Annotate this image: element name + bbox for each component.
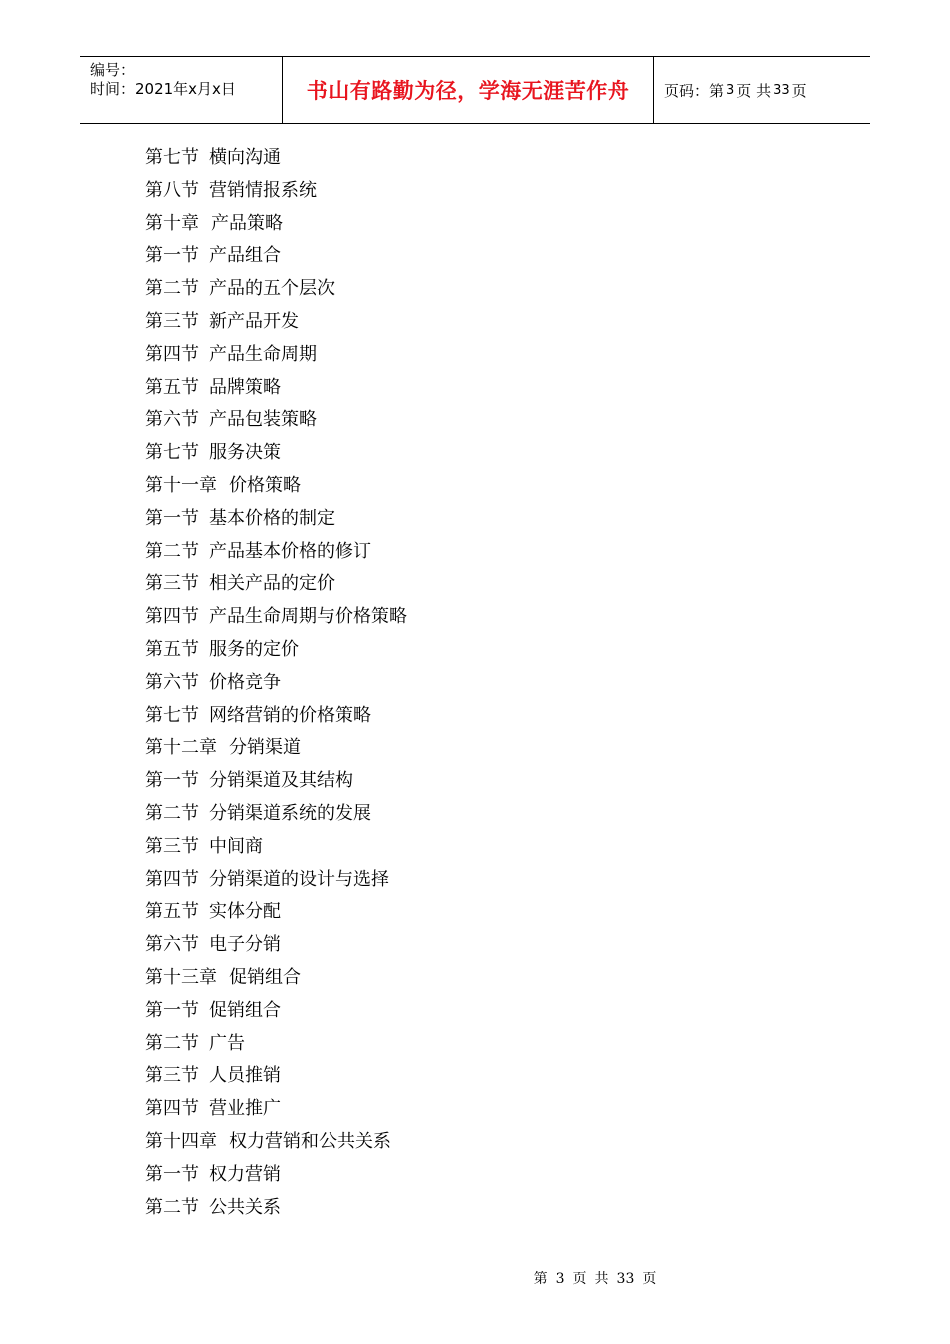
page-mid: 页 共 — [736, 81, 772, 100]
toc-entry-label: 第一节 — [145, 245, 199, 267]
toc-entry-title: 营销情报系统 — [209, 179, 317, 201]
footer-prefix: 第 — [533, 1271, 548, 1287]
toc-entry-title: 权力营销和公共关系 — [229, 1130, 391, 1152]
toc-entry-title: 产品的五个层次 — [209, 278, 335, 300]
toc-section-entry — [145, 372, 407, 405]
toc-entry-title: 产品策略 — [211, 212, 283, 234]
header-meta — [80, 57, 282, 123]
toc-entry-title: 分销渠道的设计与选择 — [209, 868, 389, 890]
page-current: 3 — [726, 82, 735, 98]
toc-entry-label: 第三节 — [145, 310, 199, 332]
toc-section-entry — [145, 306, 407, 339]
toc-entry-label: 第四节 — [145, 606, 199, 628]
toc-chapter-entry — [145, 1126, 407, 1159]
toc-section-entry — [145, 142, 407, 175]
toc-entry-label: 第三节 — [145, 573, 199, 595]
header-motto: 书山有路勤为径，学海无涯苦作舟 — [282, 57, 654, 123]
toc-section-entry — [145, 437, 407, 470]
toc-entry-label: 第十二章 — [145, 737, 217, 759]
toc-entry-label: 第一节 — [145, 507, 199, 529]
toc-section-entry — [145, 568, 407, 601]
toc-section-entry — [145, 634, 407, 667]
table-of-contents — [145, 142, 407, 1224]
toc-entry-title: 促销组合 — [209, 999, 281, 1021]
toc-entry-label: 第七节 — [145, 442, 199, 464]
toc-section-entry — [145, 339, 407, 372]
toc-entry-label: 第五节 — [145, 376, 199, 398]
toc-entry-title: 产品生命周期与价格策略 — [209, 606, 407, 628]
toc-section-entry — [145, 798, 407, 831]
toc-entry-title: 相关产品的定价 — [209, 573, 335, 595]
toc-entry-title: 分销渠道系统的发展 — [209, 802, 371, 824]
toc-entry-label: 第一节 — [145, 999, 199, 1021]
toc-chapter-entry — [145, 470, 407, 503]
toc-section-entry — [145, 273, 407, 306]
number-label: 编号： — [90, 61, 136, 79]
toc-entry-title: 公共关系 — [209, 1196, 281, 1218]
toc-entry-title: 产品包装策略 — [209, 409, 317, 431]
toc-entry-title: 产品组合 — [209, 245, 281, 267]
toc-entry-label: 第十章 — [145, 212, 199, 234]
toc-entry-label: 第二节 — [145, 802, 199, 824]
toc-entry-title: 电子分销 — [209, 934, 281, 956]
header-page-number — [654, 57, 870, 123]
toc-section-entry — [145, 765, 407, 798]
toc-section-entry — [145, 864, 407, 897]
toc-section-entry — [145, 700, 407, 733]
toc-section-entry — [145, 667, 407, 700]
toc-entry-label: 第二节 — [145, 1032, 199, 1054]
toc-entry-title: 基本价格的制定 — [209, 507, 335, 529]
toc-entry-title: 人员推销 — [209, 1065, 281, 1087]
toc-entry-title: 广告 — [209, 1032, 245, 1054]
page-header — [80, 56, 870, 124]
toc-entry-label: 第六节 — [145, 409, 199, 431]
toc-section-entry — [145, 896, 407, 929]
page-footer — [0, 1268, 950, 1288]
toc-section-entry — [145, 175, 407, 208]
toc-entry-label: 第一节 — [145, 1163, 199, 1185]
toc-entry-label: 第五节 — [145, 638, 199, 660]
page-suffix: 页 — [791, 81, 807, 100]
toc-section-entry — [145, 831, 407, 864]
toc-entry-label: 第五节 — [145, 901, 199, 923]
toc-section-entry — [145, 503, 407, 536]
page-total: 33 — [773, 82, 790, 98]
toc-entry-title: 产品基本价格的修订 — [209, 540, 371, 562]
toc-entry-title: 分销渠道及其结构 — [209, 770, 353, 792]
toc-section-entry — [145, 536, 407, 569]
toc-entry-label: 第七节 — [145, 147, 199, 168]
toc-section-entry — [145, 240, 407, 273]
toc-section-entry — [145, 1159, 407, 1192]
toc-entry-label: 第四节 — [145, 1098, 199, 1120]
toc-section-entry — [145, 929, 407, 962]
toc-entry-label: 第三节 — [145, 1065, 199, 1087]
toc-entry-title: 实体分配 — [209, 901, 281, 923]
toc-section-entry — [145, 404, 407, 437]
toc-chapter-entry — [145, 962, 407, 995]
toc-entry-title: 价格竞争 — [209, 671, 281, 693]
footer-mid2: 共 — [594, 1271, 609, 1287]
toc-section-entry — [145, 1060, 407, 1093]
toc-entry-title: 服务的定价 — [209, 638, 299, 660]
footer-current: 3 — [555, 1271, 565, 1287]
toc-entry-label: 第六节 — [145, 934, 199, 956]
toc-chapter-entry — [145, 732, 407, 765]
toc-section-entry — [145, 1192, 407, 1225]
toc-entry-label: 第一节 — [145, 770, 199, 792]
toc-entry-label: 第十一章 — [145, 474, 217, 496]
toc-entry-title: 产品生命周期 — [209, 343, 317, 365]
toc-section-entry — [145, 995, 407, 1028]
toc-entry-title: 横向沟通 — [209, 147, 281, 168]
toc-entry-title: 权力营销 — [209, 1163, 281, 1185]
toc-entry-title: 价格策略 — [229, 474, 301, 496]
footer-mid1: 页 — [572, 1271, 587, 1287]
toc-section-entry — [145, 1028, 407, 1061]
page-prefix: 页码：第 — [664, 81, 725, 100]
toc-entry-title: 中间商 — [209, 835, 263, 857]
toc-chapter-entry — [145, 208, 407, 241]
toc-entry-title: 网络营销的价格策略 — [209, 704, 371, 726]
toc-entry-label: 第八节 — [145, 179, 199, 201]
toc-entry-title: 营业推广 — [209, 1098, 281, 1120]
toc-section-entry — [145, 1093, 407, 1126]
toc-section-entry — [145, 601, 407, 634]
time-label: 时间：2021年x月x日 — [90, 80, 236, 98]
toc-entry-title: 新产品开发 — [209, 310, 299, 332]
footer-total: 33 — [616, 1271, 635, 1287]
toc-entry-title: 品牌策略 — [209, 376, 281, 398]
toc-entry-label: 第二节 — [145, 540, 199, 562]
toc-entry-title: 促销组合 — [229, 966, 301, 988]
toc-entry-label: 第二节 — [145, 278, 199, 300]
toc-entry-label: 第十三章 — [145, 966, 217, 988]
toc-entry-label: 第七节 — [145, 704, 199, 726]
toc-entry-label: 第四节 — [145, 868, 199, 890]
footer-suffix: 页 — [642, 1271, 657, 1287]
toc-entry-label: 第二节 — [145, 1196, 199, 1218]
toc-entry-label: 第十四章 — [145, 1130, 217, 1152]
toc-entry-label: 第六节 — [145, 671, 199, 693]
toc-entry-title: 服务决策 — [209, 442, 281, 464]
toc-entry-label: 第四节 — [145, 343, 199, 365]
toc-entry-label: 第三节 — [145, 835, 199, 857]
toc-entry-title: 分销渠道 — [229, 737, 301, 759]
